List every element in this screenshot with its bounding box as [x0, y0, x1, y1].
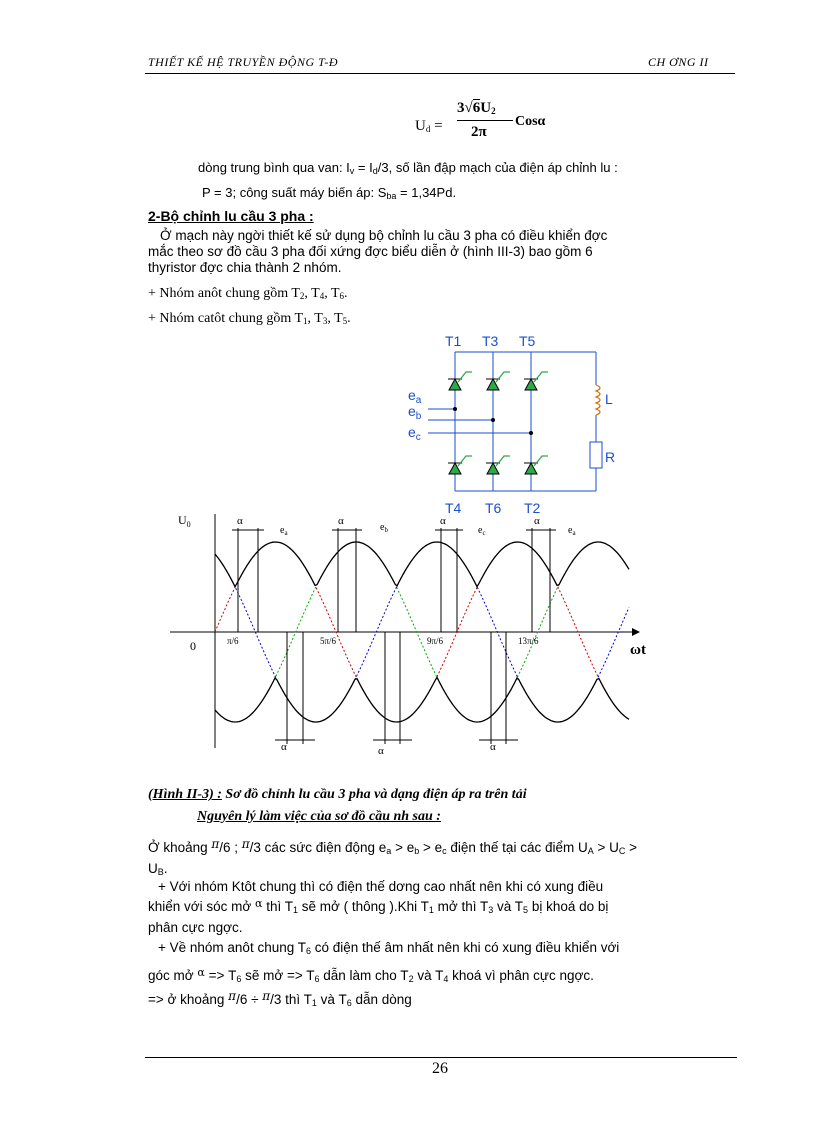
anode-group: + Nhóm anôt chung gồm $T_2$, $T_4$, $T_6$.: [148, 286, 348, 301]
alpha-top-3: α: [440, 515, 446, 527]
origin-label: 0: [190, 639, 196, 653]
label-eb: $e_b$: [408, 403, 422, 422]
label-t4: T4: [445, 500, 462, 516]
footer-rule: [145, 1057, 737, 1058]
para-interval: Ở khoảng π/6 ; π/3 các sức điện động $e_a > e_b > e_c$ điện thế tại các điểm $U_A > U_C$ > $U_B$.: [148, 837, 638, 877]
label-t3: T3: [482, 333, 499, 349]
phase-label-eb: $e_b$: [380, 522, 388, 534]
figure-caption: (Hình II-3) : Sơ đồ chỉnh lu cầu 3 pha và dạng điện áp ra trên tải: [148, 787, 527, 802]
label-t6: T6: [485, 500, 502, 516]
alpha-bottom-2: α: [378, 745, 384, 757]
para-cathode-group: + Với nhóm Ktôt chung thì có điện thế dơng cao nhất nên khi có xung điều khiển với sóc mở $^\alpha$ thì $T_1$ sẽ mở ( thông ).Khi $T_1$ mở thì $T_3$ và $T_5$ bị khoá do bị phân cực ngợc.: [148, 879, 609, 935]
para-anode-group: + Về nhóm anôt chung $T_6$ có điện thế âm nhất nên khi có xung điều khiển với góc mở $^\alpha => T_6$ sẽ mở => $T_6$ dẫn làm cho $T_2$ và $T_4$ khoá vì phân cực ngợc.: [148, 940, 620, 984]
tick-13pi-6: 13π/6: [518, 636, 539, 646]
fraction-bar: [457, 120, 513, 121]
waveform-diagram: [160, 508, 660, 770]
label-t2: T2: [524, 500, 541, 516]
phase-label-ea: $e_a$: [280, 525, 288, 537]
label-inductor: L: [605, 391, 613, 407]
alpha-bottom-1: α: [281, 741, 287, 753]
x-axis-arrow: [632, 628, 640, 636]
para-conduction: => ở khoảng π/6 ÷ π/3 thì $T_1$ và $T_6$ dẫn dòng: [148, 989, 412, 1008]
cathode-group: + Nhóm catôt chung gồm $T_1$, $T_3$, $T_5$.: [148, 311, 351, 326]
alpha-bottom-3: α: [490, 741, 496, 753]
alpha-top-1: α: [237, 515, 243, 527]
envelope-max: [215, 542, 629, 587]
para-power: P = 3; công suất máy biến áp: $S_{ba} = 1,34Pd$.: [202, 185, 457, 201]
tick-pi-6: π/6: [227, 636, 239, 646]
section-title: 2-Bộ chỉnh lu cầu 3 pha :: [148, 208, 314, 224]
label-ea: $e_a$: [408, 387, 422, 406]
header-chapter: CH ƠNG II: [648, 55, 709, 69]
principle-subtitle: Nguyên lý làm việc của sơ đồ cầu nh sau :: [197, 809, 441, 824]
para-current: dòng trung bình qua van: $I_v = I_d/3$, số lần đập mạch của điện áp chỉnh lu :: [198, 160, 618, 176]
tick-5pi-6: 5π/6: [320, 636, 337, 646]
bridge-circuit-diagram: [400, 328, 640, 518]
page-number: 26: [432, 1060, 448, 1077]
header-rule: [145, 73, 735, 74]
para-bridge: Ở mạch này ngời thiết kế sử dụng bộ chỉnh lu cầu 3 pha có điều khiển đợc mắc theo sơ đồ cầu 3 pha đối xứng đợc biểu diễn ở (hình III-3) bao gồm 6 thyristor đợc chia thành 2 nhóm.: [148, 228, 608, 275]
inductor-coil: [596, 385, 600, 415]
tick-9pi-6: 9π/6: [427, 636, 444, 646]
label-t1: T1: [445, 333, 462, 349]
label-t5: T5: [519, 333, 536, 349]
phase-label-ec: $e_c$: [478, 525, 486, 537]
phase-label-ea-2: $e_a$: [568, 525, 576, 537]
label-resistor: R: [605, 449, 616, 465]
y-axis-label: $U_0$: [178, 513, 191, 529]
header-title: THIẾT KẾ HỆ TRUYỀN ĐỘNG T-Đ: [148, 55, 339, 69]
alpha-top-2: α: [338, 515, 344, 527]
envelope-min: [215, 677, 629, 722]
alpha-top-4: α: [534, 515, 540, 527]
label-ec: $e_c$: [408, 424, 421, 443]
formula: $U_d$ = $3√6U_2$ 2π Cosα: [415, 100, 546, 140]
x-axis-label: ωt: [630, 642, 646, 658]
